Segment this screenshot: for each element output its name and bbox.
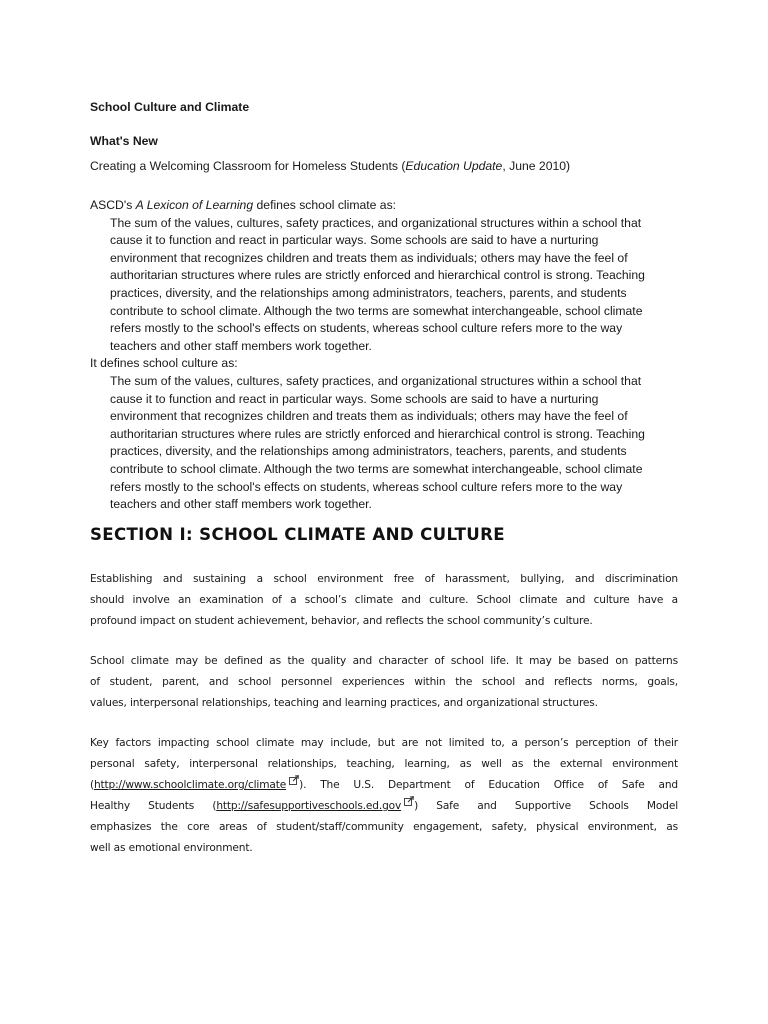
- quote-line: The sum of the values, cultures, safety practices, and organizational structures within a school that: [110, 215, 642, 230]
- news-publication: Education Update: [405, 159, 503, 173]
- paragraph-line: well as emotional environment.: [90, 842, 253, 854]
- paragraph-line: profound impact on student achievement, behavior, and reflects the school community’s culture.: [90, 615, 593, 627]
- page-title: School Culture and Climate: [90, 100, 250, 114]
- news-link-text: Creating a Welcoming Classroom for Homeless Students (: [90, 159, 406, 173]
- quote-line: authoritarian structures where rules are strictly enforced and hierarchical control is strong. Teaching: [110, 268, 645, 283]
- line-suffix: ) Safe and Supportive Schools Model: [414, 800, 678, 812]
- news-item-link[interactable]: [90, 159, 570, 173]
- book-title: A Lexicon of Learning: [135, 198, 254, 212]
- quote-line: contribute to school climate. Although the two terms are somewhat interchangeable, school climate: [110, 303, 643, 318]
- paragraph-line: [90, 796, 678, 817]
- external-link-icon[interactable]: [404, 796, 414, 806]
- quote-line: environment that recognizes children and treats them as individuals; others may have the feel of: [110, 409, 628, 424]
- external-link-icon[interactable]: [289, 775, 299, 785]
- quote-line: refers mostly to the school's effects on students, whereas school culture refers more to the way: [110, 479, 623, 494]
- intro-suffix: defines school climate as:: [253, 198, 397, 212]
- safesupportiveschools-link[interactable]: http://safesupportiveschools.ed.gov: [216, 800, 402, 812]
- paragraph-line: should involve an examination of a school’s climate and culture. School climate and culture have a: [90, 594, 678, 606]
- paragraph-climate-definition: [90, 651, 678, 714]
- news-date: , June 2010): [502, 159, 571, 173]
- schoolclimate-link[interactable]: http://www.schoolclimate.org/climate: [93, 779, 287, 791]
- paragraph-harassment: [90, 569, 678, 632]
- quote-line: practices, diversity, and the relationships among administrators, teachers, parents, and students: [110, 285, 627, 300]
- intro-prefix: ASCD's: [90, 198, 136, 212]
- quote-line: practices, diversity, and the relationships among administrators, teachers, parents, and students: [110, 444, 627, 459]
- climate-quote: [110, 215, 650, 356]
- paragraph-line: emphasizes the core areas of student/staff/community engagement, safety, physical environment, as: [90, 821, 678, 833]
- culture-intro: It defines school culture as:: [90, 356, 238, 371]
- paragraph-line: of student, parent, and school personnel experiences within the school and reflects norms, goals,: [90, 676, 678, 688]
- quote-line: environment that recognizes children and treats them as individuals; others may have the feel of: [110, 250, 628, 265]
- quote-line: contribute to school climate. Although the two terms are somewhat interchangeable, school climate: [110, 461, 643, 476]
- paragraph-line: [90, 775, 678, 796]
- line-suffix: ). The U.S. Department of Education Office of Safe and: [299, 779, 678, 791]
- whats-new-heading: What's New: [90, 134, 158, 148]
- news-item: [90, 159, 570, 173]
- culture-quote: [110, 373, 650, 514]
- quote-line: teachers and other staff members work together.: [110, 338, 372, 353]
- quote-line: cause it to function and react in particular ways. Some schools are said to have a nurturing: [110, 233, 599, 248]
- climate-intro: [90, 197, 650, 215]
- paragraph-line: values, interpersonal relationships, teaching and learning practices, and organizational structures.: [90, 697, 598, 709]
- quote-line: teachers and other staff members work together.: [110, 497, 372, 512]
- line-prefix: Healthy Students (: [90, 800, 217, 812]
- section-heading: SECTION I: SCHOOL CLIMATE AND CULTURE: [90, 525, 505, 544]
- paren-open: (: [90, 779, 94, 791]
- quote-line: cause it to function and react in particular ways. Some schools are said to have a nurturing: [110, 391, 599, 406]
- paragraph-line: Establishing and sustaining a school environment free of harassment, bullying, and discrimination: [90, 573, 678, 585]
- paragraph-line: School climate may be defined as the quality and character of school life. It may be based on patterns: [90, 655, 678, 667]
- paragraph-line: Key factors impacting school climate may include, but are not limited to, a person’s perception of their: [90, 737, 678, 749]
- quote-line: refers mostly to the school's effects on students, whereas school culture refers more to the way: [110, 321, 623, 336]
- quote-line: The sum of the values, cultures, safety practices, and organizational structures within a school that: [110, 373, 642, 388]
- lexicon-definitions: [90, 197, 650, 514]
- quote-line: authoritarian structures where rules are strictly enforced and hierarchical control is strong. Teaching: [110, 426, 645, 441]
- paragraph-key-factors: [90, 733, 678, 859]
- paragraph-line: personal safety, interpersonal relationships, teaching, learning, as well as the external environment: [90, 758, 678, 770]
